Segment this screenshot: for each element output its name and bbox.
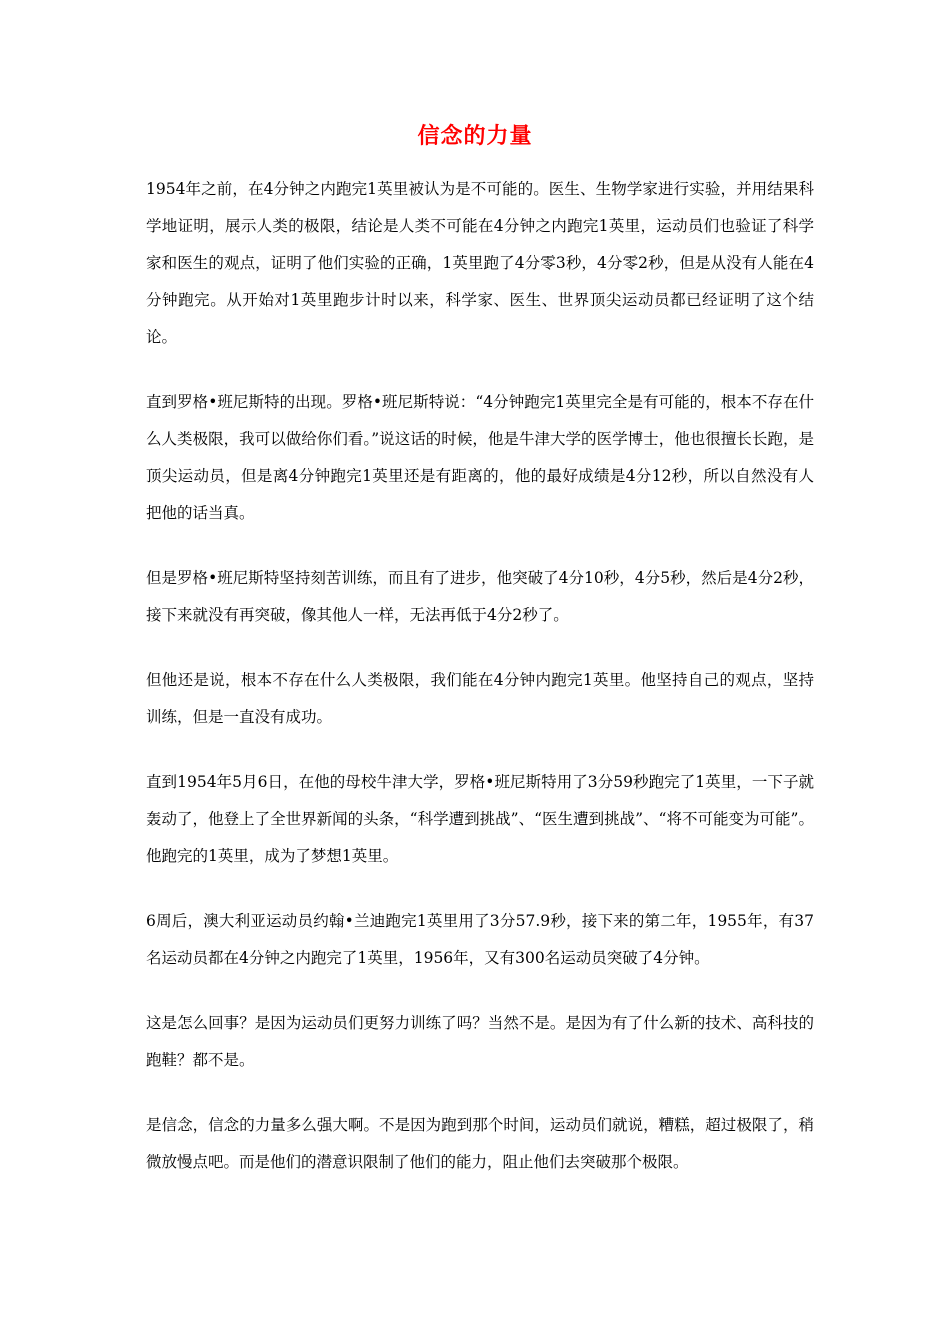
paragraph-5: 直到1954年5月6日，在他的母校牛津大学，罗格•班尼斯特用了3分59秒跑完了1英里，一下子就轰动了，他登上了全世界新闻的头条，“科学遭到挑战”、“医生遭到挑战”、“将不可能变为可能”。他跑完的1英里，成为了梦想1英里。 [146,773,814,865]
paragraph-8: 是信念，信念的力量多么强大啊。不是因为跑到那个时间，运动员们就说，糟糕，超过极限了，稍微放慢点吧。而是他们的潜意识限制了他们的能力，阻止他们去突破那个极限。 [146,1116,814,1171]
paragraph-2: 直到罗格•班尼斯特的出现。罗格•班尼斯特说：“4分钟跑完1英里完全是有可能的，根本不存在什么人类极限，我可以做给你们看。”说这话的时候，他是牛津大学的医学博士，他也很擅长长跑，是顶尖运动员，但是离4分钟跑完1英里还是有距离的，他的最好成绩是4分12秒，所以自然没有人把他的话当真。 [146,393,814,522]
document-body [146,171,814,1209]
document-title: 信念的力量 [417,124,533,149]
paragraph-1: 1954年之前，在4分钟之内跑完1英里被认为是不可能的。医生、生物学家进行实验，并用结果科学地证明，展示人类的极限，结论是人类不可能在4分钟之内跑完1英里，运动员们也验证了科学家和医生的观点，证明了他们实验的正确，1英里跑了4分零3秒，4分零2秒，但是从没有人能在4分钟跑完。从开始对1英里跑步计时以来，科学家、医生、世界顶尖运动员都已经证明了这个结论。 [146,180,814,346]
paragraph-7: 这是怎么回事？是因为运动员们更努力训练了吗？当然不是。是因为有了什么新的技术、高科技的跑鞋？都不是。 [146,1014,814,1069]
paragraph-6: 6周后，澳大利亚运动员约翰•兰迪跑完1英里用了3分57.9秒，接下来的第二年，1955年，有37名运动员都在4分钟之内跑完了1英里，1956年，又有300名运动员突破了4分钟。 [146,912,814,967]
paragraph-3: 但是罗格•班尼斯特坚持刻苦训练，而且有了进步，他突破了4分10秒，4分5秒，然后是4分2秒，接下来就没有再突破，像其他人一样，无法再低于4分2秒了。 [146,569,814,624]
paragraph-4: 但他还是说，根本不存在什么人类极限，我们能在4分钟内跑完1英里。他坚持自己的观点，坚持训练，但是一直没有成功。 [146,671,814,726]
